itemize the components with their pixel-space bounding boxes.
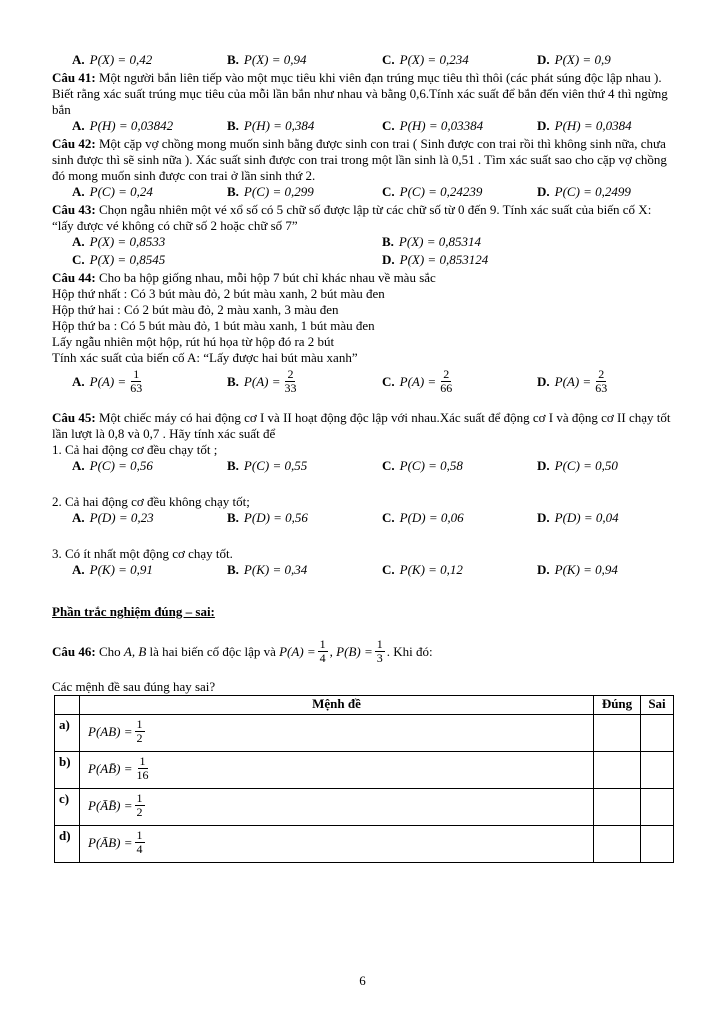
fraction: [438, 368, 454, 395]
option-value: P(K) = 0,91: [89, 562, 153, 577]
row-statement: [80, 752, 594, 789]
q40-options: [52, 52, 674, 70]
q42-option-b[interactable]: [227, 184, 314, 200]
option-label: D.: [537, 458, 550, 473]
header-statement: Mệnh đề: [80, 696, 594, 715]
question-label: Câu 41:: [52, 70, 96, 85]
q44-line-4: Lấy ngẫu nhiên một hộp, rút hú họa từ hộp đó ra 2 bút: [52, 334, 335, 349]
q46-text: [52, 638, 674, 665]
row-key: b): [55, 752, 80, 789]
option-value: P(A) =: [554, 373, 592, 389]
q45-1-option-a[interactable]: [72, 458, 153, 474]
q45-3-option-b[interactable]: [227, 562, 307, 578]
option-label: C.: [382, 118, 395, 133]
row-statement: [80, 715, 594, 752]
true-cell[interactable]: [594, 715, 641, 752]
option-label: D.: [537, 184, 550, 199]
denominator: 3: [376, 651, 383, 665]
q43-option-a[interactable]: [72, 234, 165, 250]
option-value: P(H) = 0,03842: [89, 118, 174, 133]
option-value: P(X) = 0,8533: [89, 234, 166, 249]
q43-options-row1: [52, 234, 674, 252]
q43-option-c[interactable]: [72, 252, 165, 268]
q42-option-a[interactable]: [72, 184, 153, 200]
row-key: c): [55, 789, 80, 826]
question-body: Một cặp vợ chồng mong muốn sinh bằng được sinh con trai ( Sinh được con trai rồi thì không sinh nữa, chưa sinh được thì sẽ sinh nữa ). Xác suất sinh được con trai trong một lần sinh là 0,51 . Tìm xác suất sao cho cặp vợ chồng đó mong muốn sinh được con trai ở lần sinh thứ 2.: [52, 136, 667, 183]
row-key: d): [55, 826, 80, 863]
false-cell[interactable]: [641, 826, 674, 863]
q45-3-option-a[interactable]: [72, 562, 153, 578]
q44-option-d[interactable]: [537, 368, 611, 395]
q45-sub3-options: [52, 562, 674, 580]
numerator: 2: [443, 367, 450, 381]
option-label: C.: [382, 562, 395, 577]
document-page: [52, 52, 674, 863]
q46-post: . Khi đó:: [386, 643, 433, 659]
denominator: 63: [595, 381, 608, 395]
option-label: B.: [227, 458, 239, 473]
table-row: [55, 789, 674, 826]
option-value: P(D) = 0,23: [89, 510, 154, 525]
fraction: [318, 638, 328, 665]
option-value: P(C) = 0,56: [89, 458, 153, 473]
question-label: Câu 42:: [52, 136, 96, 151]
option-value: P(C) = 0,24: [89, 184, 153, 199]
q43-text: [52, 202, 674, 234]
q40-option-c[interactable]: [382, 52, 469, 68]
q45-text: [52, 410, 674, 442]
fraction: [135, 718, 145, 745]
option-value: P(X) = 0,85314: [398, 234, 481, 249]
q41-option-a[interactable]: [72, 118, 173, 134]
denominator: 63: [130, 381, 143, 395]
numerator: 1: [139, 754, 146, 768]
option-value: P(X) = 0,8545: [89, 252, 166, 267]
option-value: P(C) = 0,50: [554, 458, 618, 473]
q45-2-option-b[interactable]: [227, 510, 308, 526]
q46-pa: P(A) =: [279, 643, 316, 659]
option-label: D.: [537, 118, 550, 133]
option-label: B.: [227, 510, 239, 525]
true-false-table: [54, 695, 674, 863]
option-value: P(A) =: [89, 373, 127, 389]
row-key: a): [55, 715, 80, 752]
q44-option-b[interactable]: [227, 368, 300, 395]
table-row: [55, 752, 674, 789]
option-label: B.: [227, 52, 239, 67]
numerator: 1: [376, 637, 383, 651]
option-value: P(C) = 0,58: [399, 458, 463, 473]
denominator: 66: [440, 381, 453, 395]
option-value: P(A) =: [243, 373, 281, 389]
option-label: C.: [382, 52, 395, 67]
q43-option-d[interactable]: [382, 252, 488, 268]
q43-option-b[interactable]: [382, 234, 481, 250]
row-statement: [80, 789, 594, 826]
q46-vars: A, B: [123, 643, 147, 659]
fraction: [593, 368, 609, 395]
q42-option-c[interactable]: [382, 184, 482, 200]
statement-lhs: P(AB̄) =: [88, 760, 133, 776]
option-label: A.: [72, 118, 85, 133]
q44-line-1: Hộp thứ nhất : Có 3 bút màu đỏ, 2 bút màu xanh, 2 bút màu đen: [52, 286, 385, 301]
statement-lhs: P(ĀB̄) =: [88, 797, 133, 813]
question-label: Câu 43:: [52, 202, 96, 217]
table-row: [55, 715, 674, 752]
q41-options: [52, 118, 674, 136]
q44-text: [52, 270, 674, 286]
statement-lhs: P(AB) =: [88, 723, 133, 739]
option-value: P(C) = 0,24239: [399, 184, 483, 199]
q45-1-option-c[interactable]: [382, 458, 463, 474]
option-value: P(K) = 0,94: [554, 562, 618, 577]
q45-2-option-a[interactable]: [72, 510, 154, 526]
option-value: P(K) = 0,34: [243, 562, 308, 577]
option-value: P(X) = 0,94: [243, 52, 307, 67]
q45-1-option-d[interactable]: [537, 458, 618, 474]
q42-options: [52, 184, 674, 202]
q46-pre: Cho: [95, 643, 124, 659]
statement-lhs: P(ĀB) =: [88, 834, 133, 850]
fraction: [282, 368, 298, 395]
true-cell[interactable]: [594, 826, 641, 863]
denominator: 2: [136, 805, 143, 819]
option-label: B.: [227, 373, 239, 389]
option-label: D.: [382, 252, 395, 267]
q44-line-3: Hộp thứ ba : Có 5 bút màu đỏ, 1 bút màu xanh, 1 bút màu đen: [52, 318, 375, 333]
q43-options-row2: [52, 252, 674, 270]
q45-sub1-title: 1. Cả hai động cơ đều chạy tốt ;: [52, 442, 218, 457]
option-value: P(D) = 0,06: [399, 510, 464, 525]
option-label: B.: [382, 234, 394, 249]
option-label: A.: [72, 510, 85, 525]
q42-text: [52, 136, 674, 184]
table-header: [55, 696, 674, 715]
option-value: P(X) = 0,853124: [399, 252, 489, 267]
fraction: [135, 792, 145, 819]
table-row: [55, 826, 674, 863]
denominator: 4: [319, 651, 326, 665]
section-title: Phần trắc nghiệm đúng – sai:: [52, 604, 215, 619]
q40-option-d[interactable]: [537, 52, 611, 68]
option-label: D.: [537, 52, 550, 67]
page-number: 6: [359, 973, 366, 988]
q41-option-d[interactable]: [537, 118, 632, 134]
question-label: Câu 44:: [52, 270, 96, 285]
header-false: Sai: [641, 696, 674, 715]
denominator: 33: [284, 381, 297, 395]
option-label: B.: [227, 184, 239, 199]
question-body: Một người bắn liên tiếp vào một mục tiêu khi viên đạn trúng mục tiêu thì thôi (các phát súng độc lập nhau ). Biết rằng xác suất trúng mục tiêu của mỗi lần bắn như nhau và bằng 0,6.Tính xác suất để bắn đến viên thứ 4 thì ngừng bắn: [52, 70, 668, 117]
q40-option-b[interactable]: [227, 52, 306, 68]
false-cell[interactable]: [641, 752, 674, 789]
option-label: D.: [537, 562, 550, 577]
true-cell[interactable]: [594, 789, 641, 826]
q46-mid: là hai biến cố độc lập và: [146, 643, 280, 659]
option-label: A.: [72, 373, 85, 389]
option-label: D.: [537, 373, 550, 389]
option-value: P(A) =: [399, 373, 437, 389]
question-body: Một chiếc máy có hai động cơ I và II hoạt động độc lập với nhau.Xác suất để động cơ I và động cơ II chạy tốt lần lượt là 0,8 và 0,7 . Hãy tính xác suất để: [52, 410, 671, 441]
option-value: P(D) = 0,04: [554, 510, 619, 525]
option-value: P(X) = 0,234: [399, 52, 469, 67]
option-label: C.: [72, 252, 85, 267]
option-value: P(C) = 0,2499: [554, 184, 631, 199]
option-label: C.: [382, 510, 395, 525]
q44-line-2: Hộp thứ hai : Có 2 bút màu đỏ, 2 màu xanh, 3 màu đen: [52, 302, 339, 317]
fraction: [128, 368, 144, 395]
option-value: P(X) = 0,42: [89, 52, 153, 67]
q44-option-a[interactable]: [72, 368, 146, 395]
true-cell[interactable]: [594, 752, 641, 789]
numerator: 1: [136, 791, 143, 805]
question-label: Câu 46:: [52, 643, 96, 659]
q45-3-option-c[interactable]: [382, 562, 463, 578]
option-value: P(C) = 0,299: [243, 184, 314, 199]
q45-sub1-options: [52, 458, 674, 476]
question-body: Cho ba hộp giống nhau, mỗi hộp 7 bút chỉ khác nhau về màu sắc: [95, 270, 436, 285]
q45-3-option-d[interactable]: [537, 562, 618, 578]
denominator: 4: [136, 842, 143, 856]
option-label: A.: [72, 52, 85, 67]
header-true: Đúng: [594, 696, 641, 715]
numerator: 1: [133, 367, 140, 381]
option-value: P(H) = 0,03384: [399, 118, 484, 133]
option-value: P(C) = 0,55: [243, 458, 308, 473]
option-label: A.: [72, 562, 85, 577]
q44-options: [52, 366, 674, 404]
fraction: [375, 638, 385, 665]
denominator: 16: [136, 768, 149, 782]
question-body: Chọn ngẫu nhiên một vé xổ số có 5 chữ số được lập từ các chữ số từ 0 đến 9. Tính xác suất của biến cố X: “lấy được vé không có chữ số 2 hoặc chữ số 7”: [52, 202, 652, 233]
option-label: A.: [72, 458, 85, 473]
numerator: 2: [287, 367, 294, 381]
question-label: Câu 45:: [52, 410, 96, 425]
header-blank: [55, 696, 80, 715]
fraction: [135, 755, 151, 782]
q45-sub2-title: 2. Cả hai động cơ đều không chạy tốt;: [52, 494, 250, 509]
numerator: 1: [136, 717, 143, 731]
option-value: P(K) = 0,12: [399, 562, 463, 577]
q45-sub2-options: [52, 510, 674, 528]
denominator: 2: [136, 731, 143, 745]
q45-2-option-d[interactable]: [537, 510, 619, 526]
option-value: P(D) = 0,56: [243, 510, 308, 525]
false-cell[interactable]: [641, 715, 674, 752]
q45-2-option-c[interactable]: [382, 510, 464, 526]
q40-option-a[interactable]: [72, 52, 152, 68]
q45-sub3-title: 3. Có ít nhất một động cơ chạy tốt.: [52, 546, 233, 561]
q45-1-option-b[interactable]: [227, 458, 307, 474]
numerator: 2: [598, 367, 605, 381]
false-cell[interactable]: [641, 789, 674, 826]
q41-option-b[interactable]: [227, 118, 314, 134]
option-label: C.: [382, 373, 395, 389]
q46-sep: , P(B) =: [329, 643, 373, 659]
row-statement: [80, 826, 594, 863]
option-label: C.: [382, 184, 395, 199]
q44-line-5: Tính xác suất của biến cố A: “Lấy được hai bút màu xanh”: [52, 350, 358, 365]
option-label: A.: [72, 184, 85, 199]
q41-text: [52, 70, 674, 118]
numerator: 1: [136, 828, 143, 842]
option-label: B.: [227, 118, 239, 133]
option-label: C.: [382, 458, 395, 473]
option-value: P(H) = 0,0384: [554, 118, 632, 133]
q42-option-d[interactable]: [537, 184, 631, 200]
option-value: P(X) = 0,9: [554, 52, 611, 67]
option-label: D.: [537, 510, 550, 525]
option-value: P(H) = 0,384: [243, 118, 315, 133]
numerator: 1: [319, 637, 326, 651]
q44-option-c[interactable]: [382, 368, 456, 395]
option-label: B.: [227, 562, 239, 577]
q46-prompt: Các mệnh đề sau đúng hay sai?: [52, 679, 216, 694]
fraction: [135, 829, 145, 856]
option-label: A.: [72, 234, 85, 249]
q41-option-c[interactable]: [382, 118, 483, 134]
